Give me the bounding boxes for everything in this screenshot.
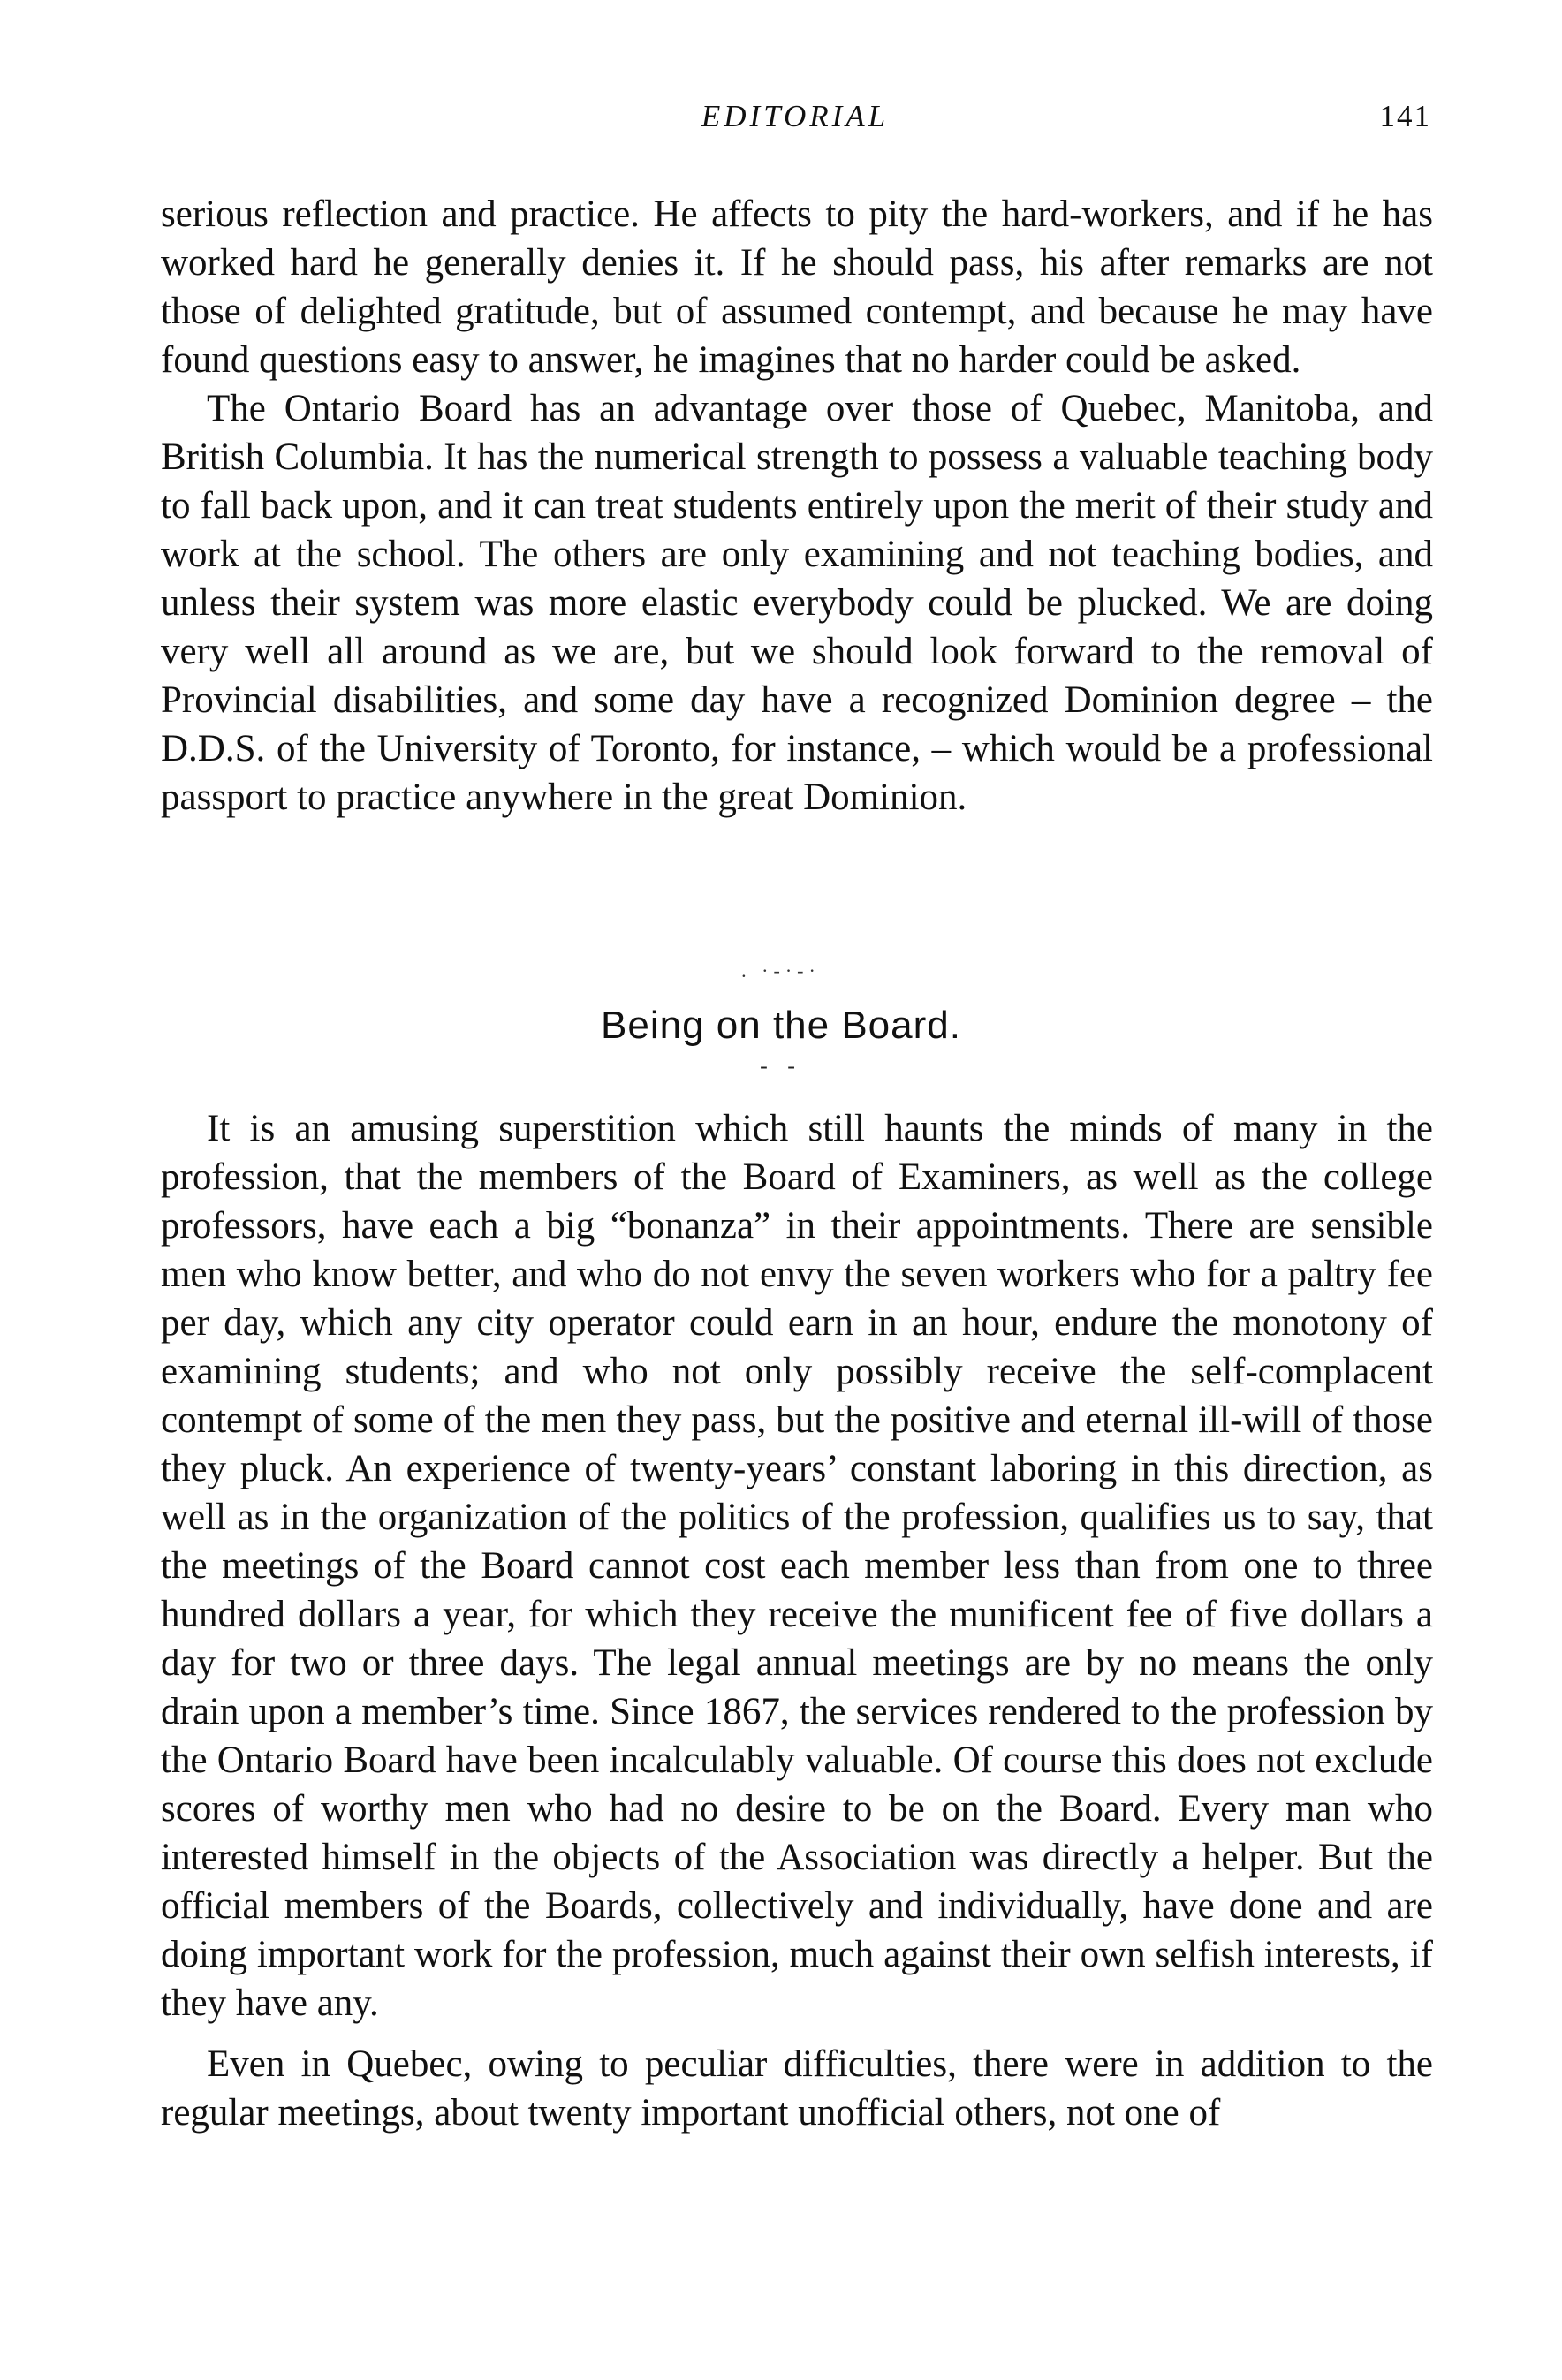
paragraph-continued: serious reflection and practice. He affects to pity the hard-workers, and if he has worked hard he generally denies it. If he should pass, his after remarks are not those of delighted gratitude, but of assumed contempt, and because he may have found questions easy to answer, he imagines that no harder could be asked. — [161, 193, 1433, 381]
title-rule: - - — [760, 1053, 802, 1079]
page-number: 141 — [1379, 99, 1431, 133]
continued-text — [161, 190, 1433, 822]
paragraph-ontario-board: The Ontario Board has an advantage over those of Quebec, Manitoba, and British Columbia. It has the numerical strength to possess a valuable teaching body to fall back upon, and it can treat students entirely upon the merit of their study and work at the school. The others are only examining and not teaching bodies, and unless their system was more elastic everybody could be plucked. We are doing very well all around as we are, but we should look forward to the removal of Provincial disabilities, and some day have a recognized Dominion degree – the D.D.S. of the University of Toronto, for instance, – which would be a professional passport to practice anywhere in the great Dominion. — [161, 388, 1433, 818]
paragraph-quebec: Even in Quebec, owing to peculiar difficulties, there were in addition to the regular meetings, about twenty important unofficial others, not one of — [161, 2043, 1433, 2134]
paragraph-superstition: It is an amusing superstition which still haunts the minds of many in the profession, that the members of the Board of Examiners, as well as the college professors, have each a big “bonanza” in their appointments. There are sensible men who know better, and who do not envy the seven workers who for a paltry fee per day, which any city operator could earn in an hour, endure the monotony of examining students; and who not only possibly receive the self-complacent contempt of some of the men they pass, but the positive and eternal ill-will of those they pluck. An experience of twenty-years’ constant laboring in this direction, as well as in the organization of the politics of the profession, qualifies us to say, that the meetings of the Board cannot cost each member less than from one to three hundred dollars a year, for which they receive the munificent fee of five dollars a day for two or three days. The legal annual meetings are by no means the only drain upon a member’s time. Since 1867, the services rendered to the profession by the Ontario Board have been incalculably valuable. Of course this does not exclude scores of worthy men who had no desire to be on the Board. Every man who interested himself in the objects of the Association was directly a helper. But the official members of the Boards, collectively and individually, have done and are doing important work for the profession, much against their own selfish interests, if they have any. — [161, 1108, 1433, 2024]
article-title: Being on the Board. — [601, 1004, 961, 1047]
article-body — [161, 1104, 1433, 2137]
running-head — [159, 99, 1431, 152]
running-title: EDITORIAL — [701, 99, 890, 133]
section-separator: . ·-·-· — [741, 959, 821, 982]
